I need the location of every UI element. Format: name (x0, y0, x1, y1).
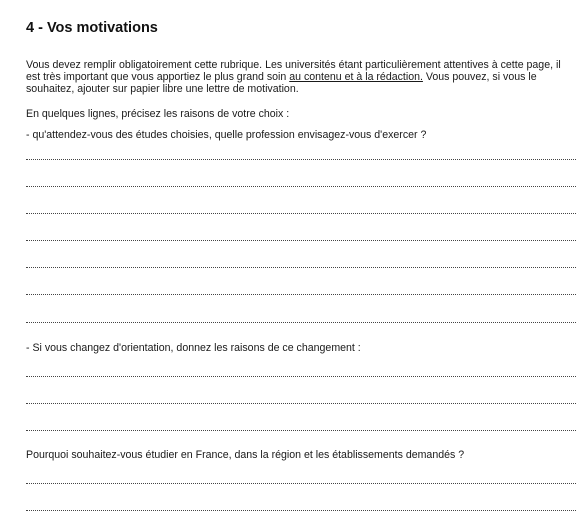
intro-text-1: Vous devez remplir obligatoirement cette rubrique. Les universités étant particulièrement attentives à cette page, il est très important que vous apportiez le plus grand soin (26, 59, 561, 83)
intro-paragraph (26, 59, 571, 95)
answer-line-4[interactable] (26, 240, 576, 241)
answer-line-7[interactable] (26, 322, 576, 323)
answer-line-5[interactable] (26, 267, 576, 268)
answer-line-2[interactable] (26, 186, 576, 187)
answer-line-11[interactable] (26, 483, 576, 484)
answer-line-8[interactable] (26, 376, 576, 377)
answer-line-9[interactable] (26, 403, 576, 404)
answer-line-10[interactable] (26, 430, 576, 431)
choice-prompt: En quelques lignes, précisez les raisons de votre choix : (26, 108, 290, 120)
answer-line-1[interactable] (26, 159, 576, 160)
answer-line-6[interactable] (26, 294, 576, 295)
question-orientation-change: - Si vous changez d'orientation, donnez les raisons de ce changement : (26, 342, 361, 354)
question-study-in-france: Pourquoi souhaitez-vous étudier en France, dans la région et les établissements demandés ? (26, 449, 465, 461)
section-title: 4 - Vos motivations (26, 20, 158, 36)
answer-line-3[interactable] (26, 213, 576, 214)
question-studies-profession: - qu'attendez-vous des études choisies, quelle profession envisagez-vous d'exercer ? (26, 129, 427, 141)
answer-line-12[interactable] (26, 510, 576, 511)
intro-underlined-text: au contenu et à la rédaction. (289, 71, 423, 83)
intro-text-2: Vous pouvez, si vous le souhaitez, ajouter sur papier libre une lettre de motivation. (26, 71, 537, 95)
